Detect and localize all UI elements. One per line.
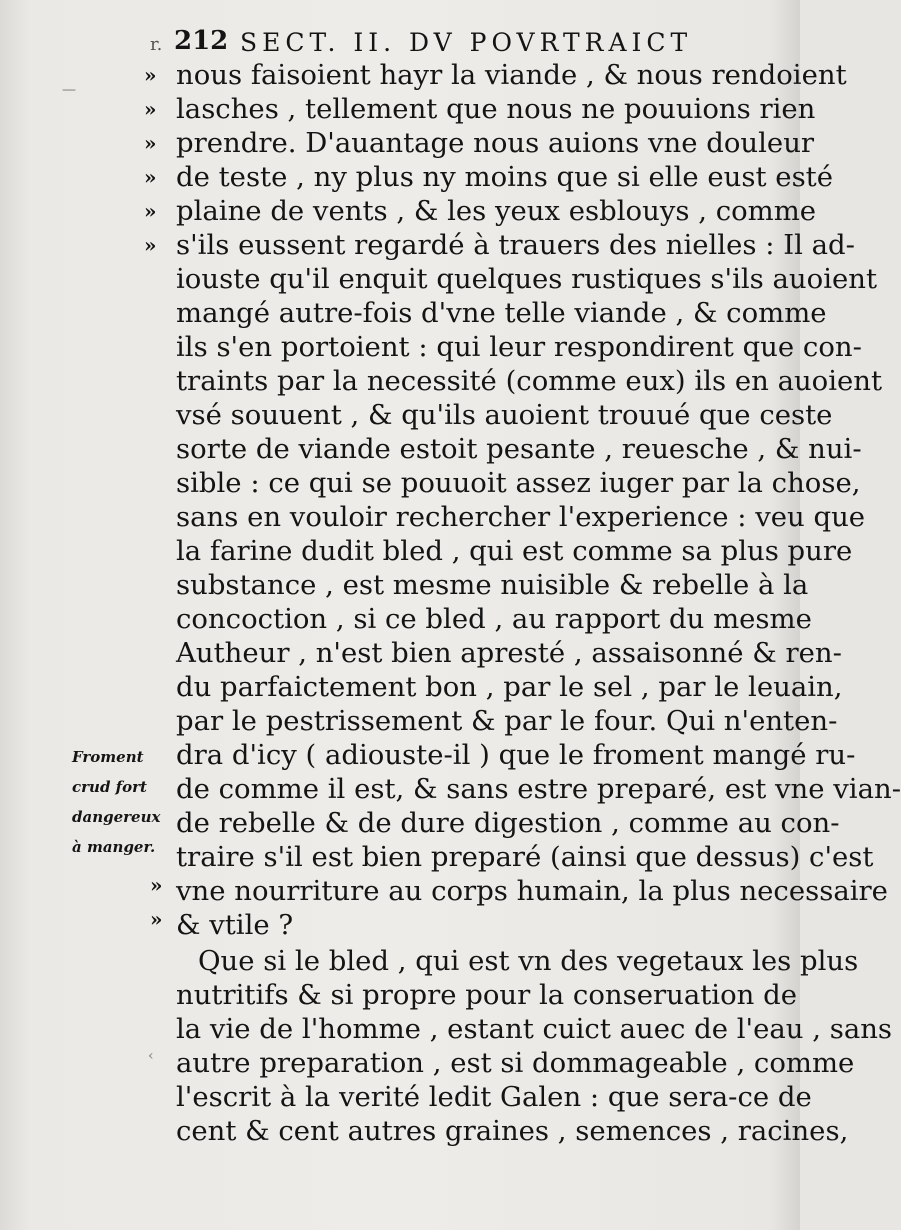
text-line: par le pestrissement & par le four. Qui n'enten- [176, 705, 838, 737]
quote-mark: » [150, 907, 163, 931]
margin-note-line: crud fort [72, 778, 147, 796]
text-line: de teste , ny plus ny moins que si elle eust esté [176, 161, 834, 193]
text-line: mangé autre-fois d'vne telle viande , & comme [176, 297, 827, 329]
ink-speck: ‹ [148, 1048, 154, 1064]
quote-mark: » [144, 233, 157, 257]
text-line: traints par la necessité (comme eux) ils en auoient [176, 365, 883, 397]
text-line: substance , est mesme nuisible & rebelle à la [176, 569, 809, 601]
text-line: du parfaictement bon , par le sel , par le leuain, [176, 671, 843, 703]
text-line: Autheur , n'est bien apresté , assaisonné & ren- [176, 637, 842, 669]
quote-mark: » [144, 131, 157, 155]
text-line: plaine de vents , & les yeux esblouys , comme [176, 195, 817, 227]
text-line: l'escrit à la verité ledit Galen : que sera-ce de [176, 1081, 812, 1113]
text-line: s'ils eussent regardé à trauers des nielles : Il ad- [176, 229, 855, 261]
corner-mark: r. [150, 34, 163, 55]
text-line: ils s'en portoient : qui leur respondirent que con- [176, 331, 862, 363]
ink-speck: — [62, 82, 76, 98]
quote-mark: » [144, 97, 157, 121]
page-number: 212 [174, 26, 229, 56]
text-line: cent & cent autres graines , semences , racines, [176, 1115, 849, 1147]
text-line: iouste qu'il enquit quelques rustiques s'ils auoient [176, 263, 878, 295]
text-line: de rebelle & de dure digestion , comme au con- [176, 807, 840, 839]
text-line: concoction , si ce bled , au rapport du mesme [176, 603, 812, 635]
text-line: prendre. D'auantage nous auions vne douleur [176, 127, 815, 159]
text-line: nous faisoient hayr la viande , & nous rendoient [176, 59, 847, 91]
margin-note-line: dangereux [72, 808, 161, 826]
margin-note-line: Froment [72, 748, 144, 766]
quote-mark: » [144, 63, 157, 87]
text-line: lasches , tellement que nous ne pouuions rien [176, 93, 816, 125]
text-line: autre preparation , est si dommageable , comme [176, 1047, 855, 1079]
text-line: de comme il est, & sans estre preparé, est vne vian- [176, 773, 901, 805]
text-line: sorte de viande estoit pesante , reuesche , & nui- [176, 433, 862, 465]
quote-mark: » [144, 199, 157, 223]
text-line: sible : ce qui se pouuoit assez iuger par la chose, [176, 467, 861, 499]
margin-note [72, 742, 172, 862]
text-line: dra d'icy ( adiouste-il ) que le froment mangé ru- [176, 739, 856, 771]
text-line: Que si le bled , qui est vn des vegetaux les plus [198, 945, 859, 977]
text-line: vsé souuent , & qu'ils auoient trouué que ceste [176, 399, 833, 431]
text-line: la vie de l'homme , estant cuict auec de l'eau , sans [176, 1013, 893, 1045]
text-line: sans en vouloir rechercher l'experience : veu que [176, 501, 866, 533]
text-line: traire s'il est bien preparé (ainsi que dessus) c'est [176, 841, 874, 873]
text-line: vne nourriture au corps humain, la plus necessaire [176, 875, 888, 907]
running-title: SECT. II. DV POVRTRAICT [240, 28, 693, 57]
text-line: nutritifs & si propre pour la conseruation de [176, 979, 797, 1011]
quote-mark: » [150, 873, 163, 897]
quote-mark: » [144, 165, 157, 189]
text-line: & vtile ? [176, 909, 294, 941]
text-line: la farine dudit bled , qui est comme sa plus pure [176, 535, 853, 567]
margin-note-line: à manger. [72, 838, 156, 856]
